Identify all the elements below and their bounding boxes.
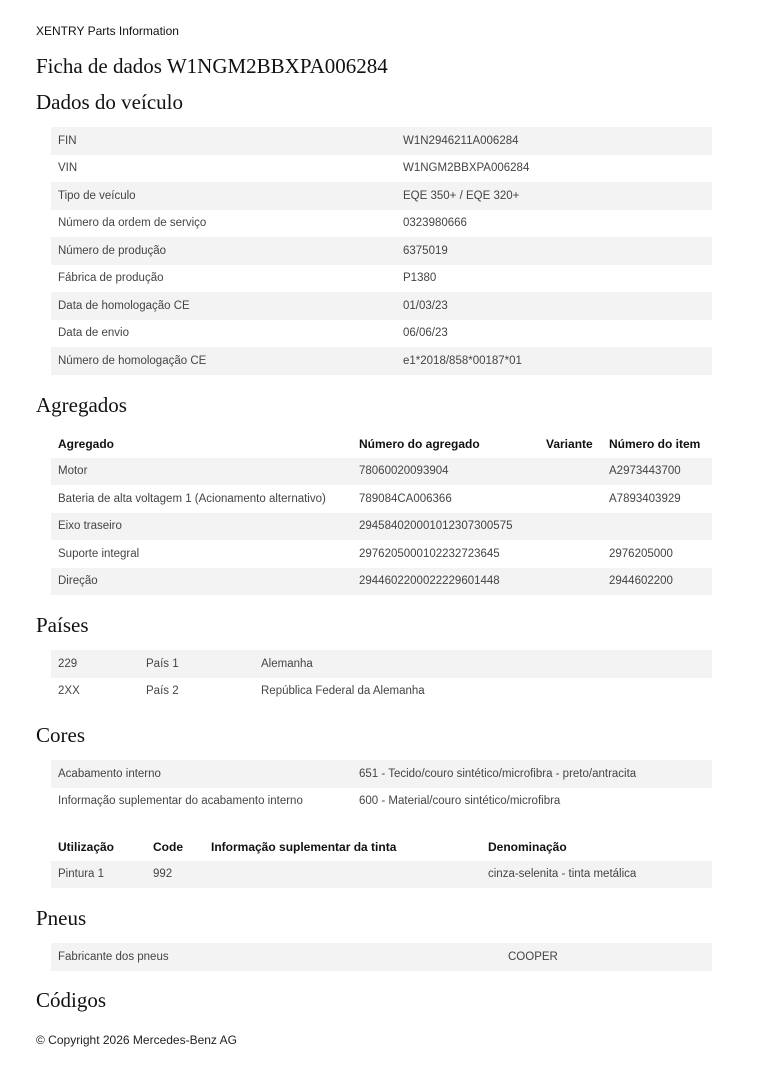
table-cell: Pintura 1 (51, 861, 146, 889)
vehicle-type-value: EQE 350+ / EQE 320+ (396, 182, 712, 210)
homologation-number-value: e1*2018/858*00187*01 (396, 347, 712, 375)
table-cell: A7893403929 (609, 492, 681, 505)
codes-heading: Códigos (36, 988, 107, 1012)
table-cell: cinza-selenita - tinta metálica (481, 861, 712, 889)
table-cell: 29458402000101230730057​5 (352, 513, 539, 541)
column-header: Variante (546, 436, 593, 451)
vin-label: VIN (58, 162, 78, 175)
table-row (51, 788, 712, 816)
homologation-date-label: Data de homologação CE (51, 292, 396, 320)
table-row (51, 265, 712, 293)
table-row (51, 458, 712, 486)
table-row (51, 320, 712, 348)
table-row (51, 861, 712, 889)
table-row (51, 127, 712, 155)
country-name: República Federal da Alemanha (261, 685, 425, 698)
table-row (51, 650, 712, 678)
tire-manufacturer-label: Fabricante dos pneus (51, 943, 501, 971)
table-header-row (51, 430, 712, 458)
table-cell: 78060020093904 (352, 458, 539, 486)
column-header: Agregado (58, 436, 115, 451)
table-row (51, 943, 712, 971)
table-cell: 992 (146, 861, 204, 889)
table-row (51, 513, 712, 541)
paint-table (51, 833, 712, 888)
table-cell: 2944602200 (602, 568, 712, 596)
homologation-number-label: Número de homologação CE (51, 347, 396, 375)
copyright-footer: © Copyright 2026 Mercedes-Benz AG (36, 1033, 237, 1047)
table-row (51, 485, 712, 513)
production-plant-label: Fábrica de produção (58, 272, 164, 285)
interior-trim-extra-label: Informação suplementar do acabamento interno (58, 795, 303, 808)
table-row (51, 678, 712, 706)
table-cell (539, 513, 602, 541)
production-number-label: Número de produção (51, 237, 396, 265)
table-cell (539, 540, 602, 568)
column-header: Informação suplementar da tinta (211, 839, 397, 854)
vehicle-data-table (51, 127, 712, 375)
countries-heading: Países (36, 613, 89, 637)
table-cell: Bateria de alta voltagem 1 (Acionamento alternativo) (58, 492, 326, 505)
service-order-label: Número da ordem de serviço (58, 217, 207, 230)
interior-colors-table (51, 760, 712, 815)
aggregates-heading: Agregados (36, 393, 127, 417)
fin-value: W1N2946211A006284 (396, 127, 712, 155)
table-cell (539, 485, 602, 513)
table-cell: 2976205000 (609, 547, 673, 560)
tires-heading: Pneus (36, 906, 87, 930)
vehicle-data-heading: Dados do veículo (36, 90, 183, 114)
table-cell: 29446022000222296014​48 (352, 568, 539, 596)
interior-trim-label: Acabamento interno (51, 760, 352, 788)
table-cell (204, 861, 481, 889)
country-slot: País 2 (146, 685, 179, 698)
table-row (51, 237, 712, 265)
table-cell: 789084CA006366 (359, 492, 452, 505)
table-row (51, 760, 712, 788)
column-header: Número do item (609, 436, 701, 451)
column-header: Utilização (58, 839, 115, 854)
table-row (51, 155, 712, 183)
table-row (51, 347, 712, 375)
countries-table (51, 650, 712, 705)
vin-value: W1NGM2BBXPA006284 (403, 162, 530, 175)
colors-heading: Cores (36, 723, 85, 747)
interior-trim-value: 651 - Tecido/couro sintético/microfibra - preto/antracita (352, 760, 712, 788)
service-order-value: 0323980666 (403, 217, 467, 230)
table-row (51, 182, 712, 210)
table-cell: Motor (51, 458, 352, 486)
document-title: Ficha de dados W1NGM2BBXPA006284 (36, 54, 388, 78)
table-cell: Suporte integral (58, 547, 140, 560)
shipping-date-label: Data de envio (58, 327, 129, 340)
table-cell (602, 513, 712, 541)
fin-label: FIN (51, 127, 396, 155)
tire-manufacturer-value: COOPER (501, 943, 712, 971)
tires-table (51, 943, 712, 971)
table-cell: A2973443700 (602, 458, 712, 486)
table-cell: Eixo traseiro (51, 513, 352, 541)
table-cell: Direção (51, 568, 352, 596)
column-header: Code (153, 839, 183, 854)
homologation-date-value: 01/03/23 (396, 292, 712, 320)
production-plant-value: P1380 (403, 272, 437, 285)
country-code: 229 (51, 650, 139, 678)
app-title: XENTRY Parts Information (36, 24, 179, 38)
aggregates-table (51, 430, 712, 595)
interior-trim-extra-value: 600 - Material/couro sintético/microfibra (359, 795, 561, 808)
column-header: Denominação (488, 839, 567, 854)
table-row (51, 540, 712, 568)
production-number-value: 6375019 (396, 237, 712, 265)
column-header: Número do agregado (359, 436, 480, 451)
country-slot: País 1 (139, 650, 254, 678)
shipping-date-value: 06/06/23 (403, 327, 448, 340)
table-header-row (51, 833, 712, 861)
table-cell (539, 458, 602, 486)
vehicle-type-label: Tipo de veículo (51, 182, 396, 210)
table-cell: 29762050001022327236​45 (359, 547, 500, 560)
table-row (51, 568, 712, 596)
table-row (51, 210, 712, 238)
country-name: Alemanha (254, 650, 712, 678)
table-cell (539, 568, 602, 596)
country-code: 2XX (58, 685, 80, 698)
table-row (51, 292, 712, 320)
